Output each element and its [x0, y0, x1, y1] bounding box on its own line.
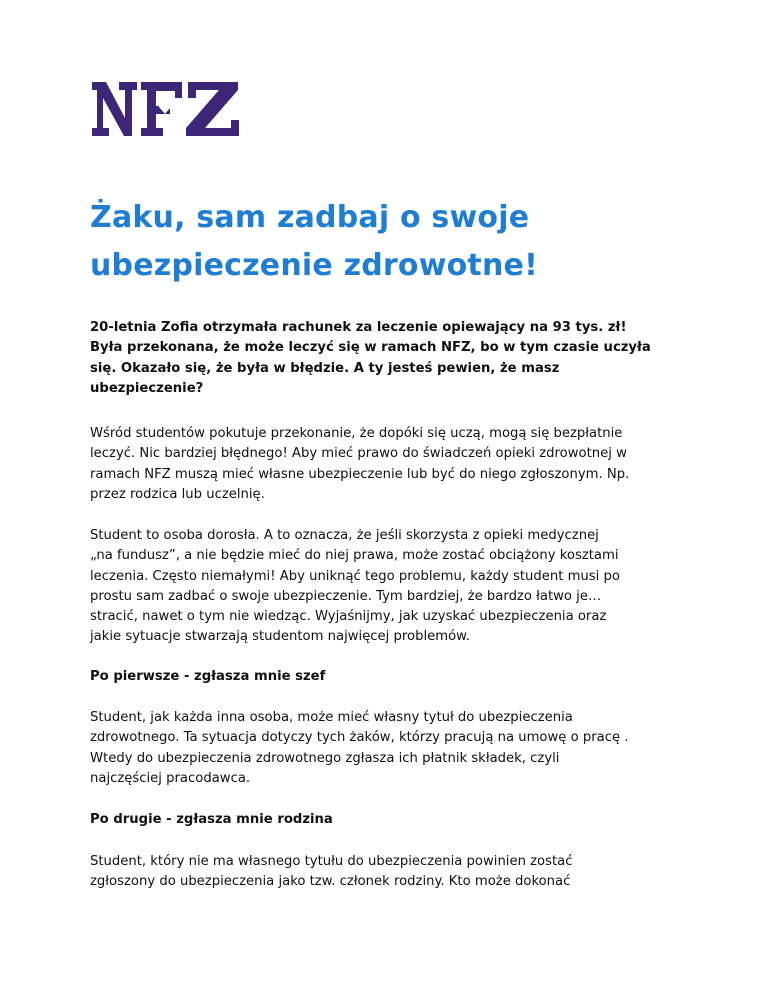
text-line: Student to osoba dorosła. A to oznacza, że jeśli skorzysta z opieki medycznej	[90, 528, 599, 543]
text-line: 20-letnia Zofia otrzymała rachunek za leczenie opiewający na 93 tys. zł!	[90, 320, 627, 335]
lead-paragraph	[90, 318, 690, 399]
text-line: Student, jak każda inna osoba, może mieć własny tytuł do ubezpieczenia	[90, 710, 573, 725]
text-line: się. Okazało się, że była w błędzie. A ty jesteś pewien, że masz	[90, 360, 560, 376]
text-line: stracić, nawet o tym nie wiedząc. Wyjaśnijmy, jak uzyskać ubezpieczenia oraz	[90, 609, 607, 625]
text-line: leczenia. Często niemałymi! Aby uniknąć tego problemu, każdy student musi po	[90, 568, 620, 584]
text-line: „na fundusz”, a nie będzie mieć do niej prawa, może zostać obciążony kosztami	[90, 548, 619, 564]
text-line: przez rodzica lub uczelnię.	[90, 486, 265, 502]
nfz-logo	[92, 80, 242, 138]
title-line: ubezpieczenie zdrowotne!	[90, 248, 538, 283]
text-line: jakie sytuacje stwarzają studentom najwięcej problemów.	[90, 629, 470, 645]
body-paragraph	[90, 852, 690, 893]
document-title	[90, 194, 690, 290]
text-line: zgłoszony do ubezpieczenia jako tzw. członek rodziny. Kto może dokonać	[90, 874, 571, 890]
text-line: Wtedy do ubezpieczenia zdrowotnego zgłasza ich płatnik składek, czyli	[90, 750, 560, 766]
text-line: Student, który nie ma własnego tytułu do ubezpieczenia powinien zostać	[90, 854, 573, 869]
text-line: leczyć. Nic bardziej błędnego! Aby mieć prawo do świadczeń opieki zdrowotnej w	[90, 446, 627, 462]
text-line: prostu sam zadbać o swoje ubezpieczenie. Tym bardziej, że bardzo łatwo je…	[90, 588, 602, 604]
body-paragraph	[90, 708, 690, 789]
section-heading: Po drugie - zgłasza mnie rodzina	[90, 812, 333, 827]
text-line: Była przekonana, że może leczyć się w ramach NFZ, bo w tym czasie uczyła	[90, 340, 651, 356]
text-line: ubezpieczenie?	[90, 380, 204, 396]
text-line: ramach NFZ muszą mieć własne ubezpieczenie lub być do niego zgłoszonym. Np.	[90, 466, 630, 482]
title-line: Żaku, sam zadbaj o swoje	[90, 200, 530, 235]
text-line: Wśród studentów pokutuje przekonanie, że dopóki się uczą, mogą się bezpłatnie	[90, 426, 623, 441]
section-heading: Po pierwsze - zgłasza mnie szef	[90, 669, 326, 684]
body-paragraph	[90, 424, 690, 505]
text-line: najczęściej pracodawca.	[90, 770, 251, 786]
text-line: zdrowotnego. Ta sytuacja dotyczy tych żaków, którzy pracują na umowę o pracę .	[90, 730, 629, 746]
body-paragraph	[90, 526, 690, 648]
